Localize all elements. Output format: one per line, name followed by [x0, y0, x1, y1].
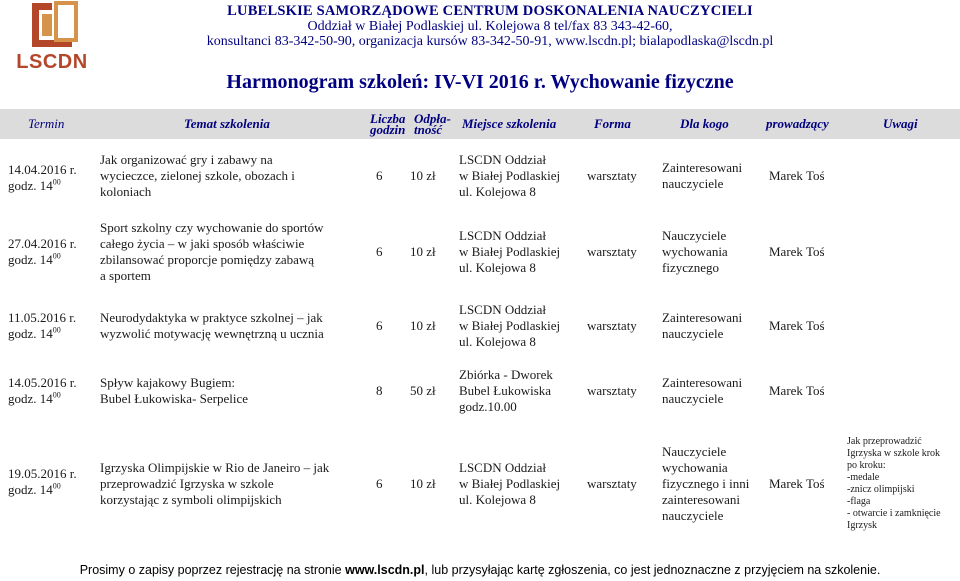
place-line: ul. Kolejowa 8 — [459, 492, 536, 507]
place-line: LSCDN Oddział — [459, 228, 547, 243]
row-date — [8, 310, 76, 342]
topic-line: wycieczce, zielonej szkole, obozach i — [100, 168, 295, 183]
who-line: fizycznego i inni — [662, 476, 750, 491]
row-time-sup: 00 — [52, 481, 61, 491]
who-line: nauczyciele — [662, 176, 724, 191]
row-price: 10 zł — [410, 318, 436, 333]
col-prowadzacy: prowadzący — [766, 116, 829, 131]
row-who — [662, 228, 728, 276]
row-time: godz. 14 — [8, 391, 53, 406]
col-uwagi: Uwagi — [883, 116, 918, 131]
place-line: LSCDN Oddział — [459, 152, 547, 167]
topic-line: zbilansować proporcje pomiędzy zabawą — [100, 252, 315, 267]
logo-text: LSCDN — [16, 51, 88, 73]
topic-line: Spływ kajakowy Bugiem: — [100, 375, 236, 390]
topic-line: Jak organizować gry i zabawy na — [100, 152, 273, 167]
row-place — [459, 302, 560, 350]
col-liczba — [370, 111, 406, 137]
row-time-sup: 00 — [52, 390, 61, 400]
who-line: nauczyciele — [662, 391, 724, 406]
lscdn-emblem-icon — [12, 0, 92, 50]
col-dla-kogo: Dla kogo — [680, 116, 729, 131]
row-time-sup: 00 — [52, 177, 61, 187]
who-line: nauczyciele — [662, 508, 724, 523]
col-temat: Temat szkolenia — [184, 116, 270, 131]
row-notes — [847, 436, 957, 532]
row-place — [459, 367, 553, 415]
row-hours: 6 — [376, 244, 383, 259]
row-date-text: 14.05.2016 r. — [8, 375, 77, 390]
who-line: zainteresowani — [662, 492, 740, 507]
row-time: godz. 14 — [8, 482, 53, 497]
note-line: Igrzysk — [847, 520, 877, 531]
row-time: godz. 14 — [8, 252, 53, 267]
row-who — [662, 375, 742, 407]
col-liczba-2: godzin — [370, 122, 406, 137]
who-line: Zainteresowani — [662, 310, 743, 325]
who-line: wychowania — [662, 460, 728, 475]
row-form: warsztaty — [587, 244, 637, 259]
topic-line: całego życia – w jaki sposób właściwie — [100, 236, 305, 251]
col-forma: Forma — [594, 116, 631, 131]
note-line: -medale — [847, 472, 880, 483]
row-price: 10 zł — [410, 168, 436, 183]
topic-line: koloniach — [100, 184, 152, 199]
table-header — [0, 109, 960, 139]
place-line: LSCDN Oddział — [459, 302, 547, 317]
row-time: godz. 14 — [8, 178, 53, 193]
row-hours: 6 — [376, 476, 383, 491]
row-price: 10 zł — [410, 244, 436, 259]
row-lead: Marek Toś — [769, 476, 825, 491]
col-odplatnosc — [414, 111, 451, 137]
row-hours: 8 — [376, 383, 383, 398]
who-line: nauczyciele — [662, 326, 724, 341]
place-line: LSCDN Oddział — [459, 460, 547, 475]
row-topic — [100, 375, 355, 407]
row-hours: 6 — [376, 168, 383, 183]
row-date — [8, 236, 77, 268]
row-lead: Marek Toś — [769, 168, 825, 183]
row-form: warsztaty — [587, 168, 637, 183]
row-place — [459, 228, 560, 276]
who-line: fizycznego — [662, 260, 720, 275]
topic-line: przeprowadzić Igrzyska w szkole — [100, 476, 274, 491]
row-date-text: 19.05.2016 r. — [8, 466, 77, 481]
place-line: ul. Kolejowa 8 — [459, 260, 536, 275]
col-miejsce: Miejsce szkolenia — [462, 116, 557, 131]
place-line: godz.10.00 — [459, 399, 517, 414]
row-who — [662, 160, 742, 192]
place-line: w Białej Podlaskiej — [459, 318, 561, 333]
col-termin: Termin — [28, 116, 65, 131]
row-topic — [100, 152, 355, 200]
row-price: 50 zł — [410, 383, 436, 398]
row-place — [459, 152, 560, 200]
row-date — [8, 466, 77, 498]
row-lead: Marek Toś — [769, 244, 825, 259]
note-line: -flaga — [847, 496, 871, 507]
row-who — [662, 310, 742, 342]
row-topic — [100, 310, 355, 342]
lscdn-logo — [12, 0, 92, 76]
row-form: warsztaty — [587, 476, 637, 491]
row-date-text: 11.05.2016 r. — [8, 310, 77, 325]
topic-line: Neurodydaktyka w praktyce szkolnej – jak — [100, 310, 323, 325]
col-odplatnosc-1: Odpła- — [414, 111, 451, 126]
row-price: 10 zł — [410, 476, 436, 491]
row-time: godz. 14 — [8, 326, 53, 341]
place-line: w Białej Podlaskiej — [459, 168, 561, 183]
note-line: - otwarcie i zamknięcie — [847, 508, 941, 519]
topic-line: Igrzyska Olimpijskie w Rio de Janeiro – jak — [100, 460, 330, 475]
org-address: Oddział w Białej Podlaskiej ul. Kolejowa 8 tel/fax 83 343-42-60, — [307, 19, 673, 34]
place-line: ul. Kolejowa 8 — [459, 184, 536, 199]
row-lead: Marek Toś — [769, 318, 825, 333]
place-line: w Białej Podlaskiej — [459, 244, 561, 259]
place-line: Zbiórka - Dworek — [459, 367, 553, 382]
row-time-sup: 00 — [52, 325, 61, 335]
topic-line: korzystając z symboli olimpijskich — [100, 492, 282, 507]
row-hours: 6 — [376, 318, 383, 333]
who-line: Nauczyciele — [662, 228, 727, 243]
row-place — [459, 460, 560, 508]
footer-note — [0, 563, 960, 577]
row-who — [662, 444, 749, 524]
row-date-text: 14.04.2016 r. — [8, 162, 77, 177]
footer-link[interactable]: www.lscdn.pl — [345, 563, 425, 577]
place-line: ul. Kolejowa 8 — [459, 334, 536, 349]
row-date-text: 27.04.2016 r. — [8, 236, 77, 251]
footer-pre: Prosimy o zapisy poprzez rejestrację na stronie — [79, 563, 346, 577]
who-line: Zainteresowani — [662, 160, 743, 175]
row-date — [8, 375, 77, 407]
page-title: Harmonogram szkoleń: IV-VI 2016 r. Wychowanie fizyczne — [226, 71, 734, 93]
note-line: Igrzyska w szkole krok — [847, 448, 941, 459]
row-form: warsztaty — [587, 318, 637, 333]
note-line: po kroku: — [847, 460, 886, 471]
col-odplatnosc-2: tność — [414, 122, 443, 137]
org-contacts: konsultanci 83-342-50-90, organizacja kursów 83-342-50-91, www.lscdn.pl; bialapodlaska@lscdn.pl — [206, 34, 774, 49]
note-line: Jak przeprowadzić — [847, 436, 922, 447]
who-line: Zainteresowani — [662, 375, 743, 390]
topic-line: Bubel Łukowiska- Serpelice — [100, 391, 249, 406]
row-lead: Marek Toś — [769, 383, 825, 398]
place-line: Bubel Łukowiska — [459, 383, 552, 398]
row-form: warsztaty — [587, 383, 637, 398]
who-line: Nauczyciele — [662, 444, 727, 459]
topic-line: wyzwolić motywację wewnętrzną u ucznia — [100, 326, 324, 341]
row-date — [8, 162, 77, 194]
place-line: w Białej Podlaskiej — [459, 476, 561, 491]
topic-line: Sport szkolny czy wychowanie do sportów — [100, 220, 324, 235]
row-topic — [100, 460, 355, 508]
org-name: LUBELSKIE SAMORZĄDOWE CENTRUM DOSKONALENIA NAUCZYCIELI — [227, 3, 753, 19]
note-line: -znicz olimpijski — [847, 484, 915, 495]
topic-line: a sportem — [100, 268, 151, 283]
footer-post: , lub przysyłając kartę zgłoszenia, co jest jednoznaczne z przyjęciem na szkolenie. — [424, 563, 881, 577]
col-liczba-1: Liczba — [370, 111, 406, 126]
row-topic — [100, 220, 355, 284]
who-line: wychowania — [662, 244, 728, 259]
row-time-sup: 00 — [52, 251, 61, 261]
